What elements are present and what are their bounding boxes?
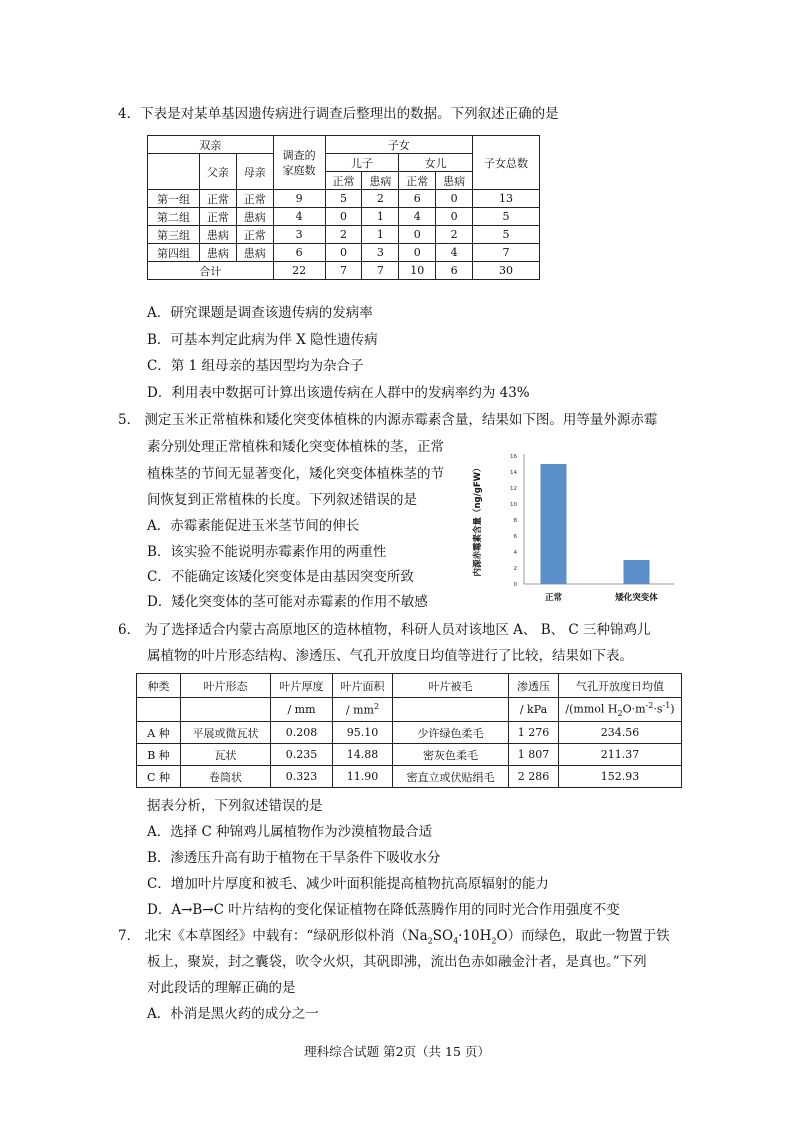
y-tick-label: 6 [513, 534, 517, 540]
q5-stem-2: 素分别处理正常植株和矮化突变体植株的茎，正常 [147, 439, 444, 455]
table-cell: 211.37 [559, 744, 682, 766]
table-cell: 2 [436, 226, 473, 244]
q6-option-b: B．渗透压升高有助于植物在干旱条件下吸收水分 [147, 850, 441, 866]
table-cell: 第一组 [148, 190, 200, 208]
table-row [137, 722, 682, 744]
table-cell: 14.88 [333, 744, 393, 766]
y-tick-label: 14 [510, 470, 517, 476]
q6-stem-2: 属植物的叶片形态结构、渗透压、气孔开放度日均值等进行了比较，结果如下表。 [147, 648, 633, 664]
q6-option-a: A．选择 C 种锦鸡儿属植物作为沙漠植物最合适 [147, 824, 433, 840]
table-cell: 6 [273, 244, 325, 262]
table-cell: 0 [325, 208, 362, 226]
q6-h-stoma-unit: /(mmol $H_2O\cdot m^{-2}\cdot s^{-1}$) [559, 698, 682, 722]
table-cell: 7 [362, 262, 399, 280]
table-cell: 2 [362, 190, 399, 208]
table-cell: 0 [399, 226, 436, 244]
q7-stem-1: 7． 北宋《本草图经》中载有：“绿矾形似朴消$(Na_2SO_4\cdot 10H_2O)$而绿色，取此一物置于铁 [118, 928, 670, 946]
q4-h-families: 调查的 家庭数 [273, 136, 325, 190]
bar [541, 464, 567, 584]
table-cell: 患病 [200, 244, 237, 262]
q4-option-d: D．利用表中数据可计算出该遗传病在人群中的发病率约为 43% [147, 385, 530, 401]
y-tick-label: 2 [513, 566, 517, 572]
table-cell: 密灰色柔毛 [393, 744, 509, 766]
table-cell: 10 [399, 262, 436, 280]
y-tick-label: 0 [513, 582, 517, 588]
q4-option-a: A．研究课题是调查该遗传病的发病率 [147, 305, 373, 321]
q6-h-area: 叶片面积 [333, 674, 393, 698]
table-cell: 4 [399, 208, 436, 226]
table-cell: 0 [436, 208, 473, 226]
table-cell: C 种 [137, 766, 181, 788]
table-cell: 患病 [236, 244, 273, 262]
q6-option-c: C．增加叶片厚度和被毛、减少叶面积能提高植物抗高原辐射的能力 [147, 876, 549, 892]
table-row-sum [148, 262, 540, 280]
q5-stem-1: 5． 测定玉米正常植株和矮化突变体植株的内源赤霉素含量，结果如下图。用等量外源赤霉 [118, 412, 658, 428]
table-cell: 2 [325, 226, 362, 244]
table-cell: 5 [473, 226, 540, 244]
table-cell: 正常 [236, 226, 273, 244]
q5-option-b: B．该实验不能说明赤霉素作用的两重性 [147, 544, 387, 560]
table-cell: 0.235 [271, 744, 333, 766]
table-cell: 7 [325, 262, 362, 280]
table-cell: 3 [273, 226, 325, 244]
table-cell [137, 698, 181, 722]
table-cell: 234.56 [559, 722, 682, 744]
q4-option-c: C．第 1 组母亲的基因型均为杂合子 [147, 358, 364, 374]
q6-h-area-unit: / $mm^2$ [333, 698, 393, 722]
table-cell: 正常 [200, 208, 237, 226]
table-cell: 1 [362, 226, 399, 244]
table-cell: 合计 [148, 262, 274, 280]
table-cell: 22 [273, 262, 325, 280]
q5-stem-3: 植株茎的节间无显著变化，矮化突变体植株茎的节 [147, 466, 444, 482]
q7-stem-3: 对此段话的理解正确的是 [147, 980, 296, 996]
q5-option-d: D．矮化突变体的茎可能对赤霉素的作用不敏感 [147, 594, 428, 610]
y-axis-label: 内源赤霉素含量（ng/gFW） [473, 463, 483, 577]
q4-stem: 4．下表是对某单基因遗传病进行调查后整理出的数据。下列叙述正确的是 [118, 106, 559, 122]
q4-table [147, 135, 540, 280]
table-row [148, 226, 540, 244]
q5-option-a: A．赤霉素能促进玉米茎节间的伸长 [147, 518, 360, 534]
q4-option-b: B．可基本判定此病为伴 X 隐性遗传病 [147, 332, 378, 348]
q6-option-d: D．A→B→C 叶片结构的变化保证植物在降低蒸腾作用的同时光合作用强度不变 [147, 902, 620, 918]
gibberellin-chart [462, 440, 692, 615]
table-row [148, 190, 540, 208]
q5-option-c: C．不能确定该矮化突变体是由基因突变所致 [147, 569, 414, 585]
y-tick-label: 4 [513, 550, 517, 556]
q6-h-thickness: 叶片厚度 [271, 674, 333, 698]
q6-h-shape: 叶片形态 [181, 674, 271, 698]
q4-h-dau-normal: 正常 [399, 172, 436, 190]
q6-h-thickness-unit: / mm [271, 698, 333, 722]
table-cell: A 种 [137, 722, 181, 744]
q6-h-species: 种类 [137, 674, 181, 698]
x-tick-label: 正常 [544, 593, 563, 603]
table-cell: 第三组 [148, 226, 200, 244]
table-cell: 0 [325, 244, 362, 262]
table-cell: 0 [436, 190, 473, 208]
table-cell: 1 807 [509, 744, 559, 766]
q7-stem-2: 板上，聚炭，封之囊袋，吹令火炽，其矾即沸，流出色赤如融金汁者，是真也。”下列 [147, 954, 647, 970]
q4-h-son-ill: 患病 [362, 172, 399, 190]
table-cell [393, 698, 509, 722]
table-cell: 密直立或伏贴绢毛 [393, 766, 509, 788]
table-cell: 4 [436, 244, 473, 262]
q6-h-osmotic: 渗透压 [509, 674, 559, 698]
q7-option-a: A．朴消是黑火药的成分之一 [147, 1006, 319, 1022]
q4-h-sons: 儿子 [325, 154, 399, 172]
y-tick-label: 16 [510, 454, 517, 460]
table-row [137, 766, 682, 788]
q4-h-daughters: 女儿 [399, 154, 473, 172]
table-cell: 患病 [236, 208, 273, 226]
q4-h-parents: 双亲 [148, 136, 274, 154]
table-cell: B 种 [137, 744, 181, 766]
page-footer: 理科综合试题 第2页（共 15 页） [304, 1044, 490, 1059]
table-cell: 第四组 [148, 244, 200, 262]
q4-h-son-normal: 正常 [325, 172, 362, 190]
table-cell: 0 [399, 244, 436, 262]
q6-h-osmotic-unit: / kPa [509, 698, 559, 722]
table-cell: 正常 [200, 190, 237, 208]
q5-stem-4: 间恢复到正常植株的长度。下列叙述错误的是 [147, 492, 417, 508]
table-cell: 1 276 [509, 722, 559, 744]
table-cell: 3 [362, 244, 399, 262]
table-cell: 第二组 [148, 208, 200, 226]
table-cell: 2 286 [509, 766, 559, 788]
table-cell [181, 698, 271, 722]
table-row [148, 208, 540, 226]
table-cell: 0.208 [271, 722, 333, 744]
table-cell: 4 [273, 208, 325, 226]
q4-h-children: 子女 [325, 136, 472, 154]
table-cell: 1 [362, 208, 399, 226]
table-cell: 少许绿色柔毛 [393, 722, 509, 744]
q4-h-mother: 母亲 [236, 154, 273, 190]
table-cell: 152.93 [559, 766, 682, 788]
table-cell: 30 [473, 262, 540, 280]
table-cell: 95.10 [333, 722, 393, 744]
y-tick-label: 10 [510, 502, 517, 508]
q6-h-hair: 叶片被毛 [393, 674, 509, 698]
table-row [137, 744, 682, 766]
q4-h-dau-ill: 患病 [436, 172, 473, 190]
table-cell: 11.90 [333, 766, 393, 788]
table-cell: 13 [473, 190, 540, 208]
table-cell: 7 [473, 244, 540, 262]
table-row [148, 244, 540, 262]
y-tick-label: 12 [510, 486, 517, 492]
x-tick-label: 矮化突变体 [615, 593, 658, 603]
table-cell: 9 [273, 190, 325, 208]
q6-h-stoma: 气孔开放度日均值 [559, 674, 682, 698]
table-cell: 瓦状 [181, 744, 271, 766]
q4-h-total: 子女总数 [473, 136, 540, 190]
y-tick-label: 8 [513, 518, 517, 524]
q6-table [136, 673, 682, 788]
table-cell: 正常 [236, 190, 273, 208]
table-cell: 卷筒状 [181, 766, 271, 788]
table-cell: 平展或微瓦状 [181, 722, 271, 744]
q4-h-father: 父亲 [200, 154, 237, 190]
q6-stem-1: 6． 为了选择适合内蒙古高原地区的造林植物，科研人员对该地区 A、 B、 C 三种锦鸡儿 [118, 622, 651, 638]
bar [624, 560, 650, 584]
table-cell: 5 [473, 208, 540, 226]
q6-after: 据表分析，下列叙述错误的是 [147, 798, 323, 814]
q4-h-blank [148, 154, 200, 190]
table-cell: 0.323 [271, 766, 333, 788]
table-cell: 患病 [200, 226, 237, 244]
table-cell: 6 [436, 262, 473, 280]
table-cell: 5 [325, 190, 362, 208]
table-cell: 6 [399, 190, 436, 208]
